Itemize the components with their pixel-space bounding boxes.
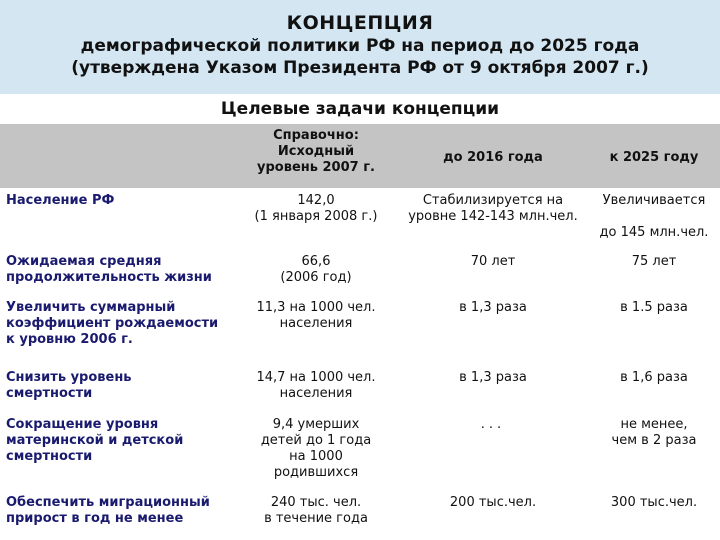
label-text: продолжительность жизни [6,270,212,285]
baseline-cell [236,254,396,286]
cell-text: детей до 1 года [260,433,372,448]
row-label [6,193,234,209]
target-2016-cell [398,370,588,386]
target-2025-cell [588,193,720,241]
target-2025-cell [588,370,720,386]
cell-text: в 1.5 раза [620,300,688,315]
section-subtitle: Целевые задачи концепции [220,99,500,119]
title-line-3: (утверждена Указом Президента РФ от 9 октября 2007 г.) [71,58,649,78]
cell-text: 66,6 [301,254,331,269]
label-text: Сокращение уровня [6,417,159,432]
title-line-1: КОНЦЕПЦИЯ [286,12,434,34]
cell-text: 200 тыс.чел. [449,495,537,510]
target-2025-cell [588,495,720,511]
column-header-baseline [236,128,396,176]
target-2016-cell [398,495,588,511]
target-2016-cell [398,300,588,316]
target-2016-cell [398,417,588,433]
label-text: смертности [6,449,93,464]
label-text: Ожидаемая средняя [6,254,162,269]
baseline-cell [236,193,396,225]
table-header [0,124,720,188]
column-header-2025: к 2025 году [609,150,699,165]
cell-text: 240 тыс. чел. [270,495,362,510]
cell-text: уровне 142-143 млн.чел. [408,209,578,224]
cell-text: чем в 2 раза [611,433,697,448]
cell-text: 75 лет [631,254,677,269]
label-text: Население РФ [6,193,115,208]
column-header-2016: до 2016 года [443,150,543,165]
cell-text: 9,4 умерших [272,417,360,432]
cell-text: до 145 млн.чел. [599,225,709,240]
label-text: Увеличить суммарный [6,300,176,315]
cell-text: Увеличивается [602,193,706,208]
header-text: уровень 2007 г. [257,160,375,175]
cell-text: в 1,3 раза [459,370,527,385]
cell-text: в 1,6 раза [620,370,688,385]
label-text: Обеспечить миграционный [6,495,210,510]
cell-text: 300 тыс.чел. [610,495,698,510]
baseline-cell [236,370,396,402]
target-2025-cell [588,254,720,270]
label-text: материнской и детской [6,433,184,448]
target-2016-cell [398,254,588,270]
cell-spacer [588,209,720,225]
target-2016-cell [398,193,588,225]
row-label [6,254,234,286]
cell-text: ... [480,417,506,432]
cell-text: не менее, [620,417,688,432]
cell-text: родившихся [273,465,359,480]
title-banner [0,0,720,94]
cell-text: в течение года [264,511,368,526]
row-label [6,370,234,402]
cell-text: 142,0 [297,193,335,208]
label-text: смертности [6,386,93,401]
cell-text: на 1000 [289,449,343,464]
cell-text: населения [279,386,353,401]
row-label [6,495,234,527]
cell-text: 11,3 на 1000 чел. [256,300,376,315]
cell-text: (2006 год) [280,270,352,285]
cell-text: Стабилизируется на [422,193,564,208]
baseline-cell [236,300,396,332]
row-label [6,417,234,465]
baseline-cell [236,495,396,527]
baseline-cell [236,417,396,481]
label-text: коэффициент рождаемости [6,316,219,331]
cell-text: 70 лет [470,254,516,269]
cell-text: населения [279,316,353,331]
cell-text: в 1,3 раза [459,300,527,315]
cell-text: 14,7 на 1000 чел. [256,370,376,385]
row-label [6,300,234,348]
cell-text: (1 января 2008 г.) [254,209,378,224]
header-text: Исходный [277,144,355,159]
label-text: к уровню 2006 г. [6,332,133,347]
label-text: Снизить уровень [6,370,132,385]
target-2025-cell [588,417,720,449]
header-text: Справочно: [273,128,359,143]
title-line-2: демографической политики РФ на период до 2025 года [80,36,640,56]
target-2025-cell [588,300,720,316]
label-text: прирост в год не менее [6,511,184,526]
